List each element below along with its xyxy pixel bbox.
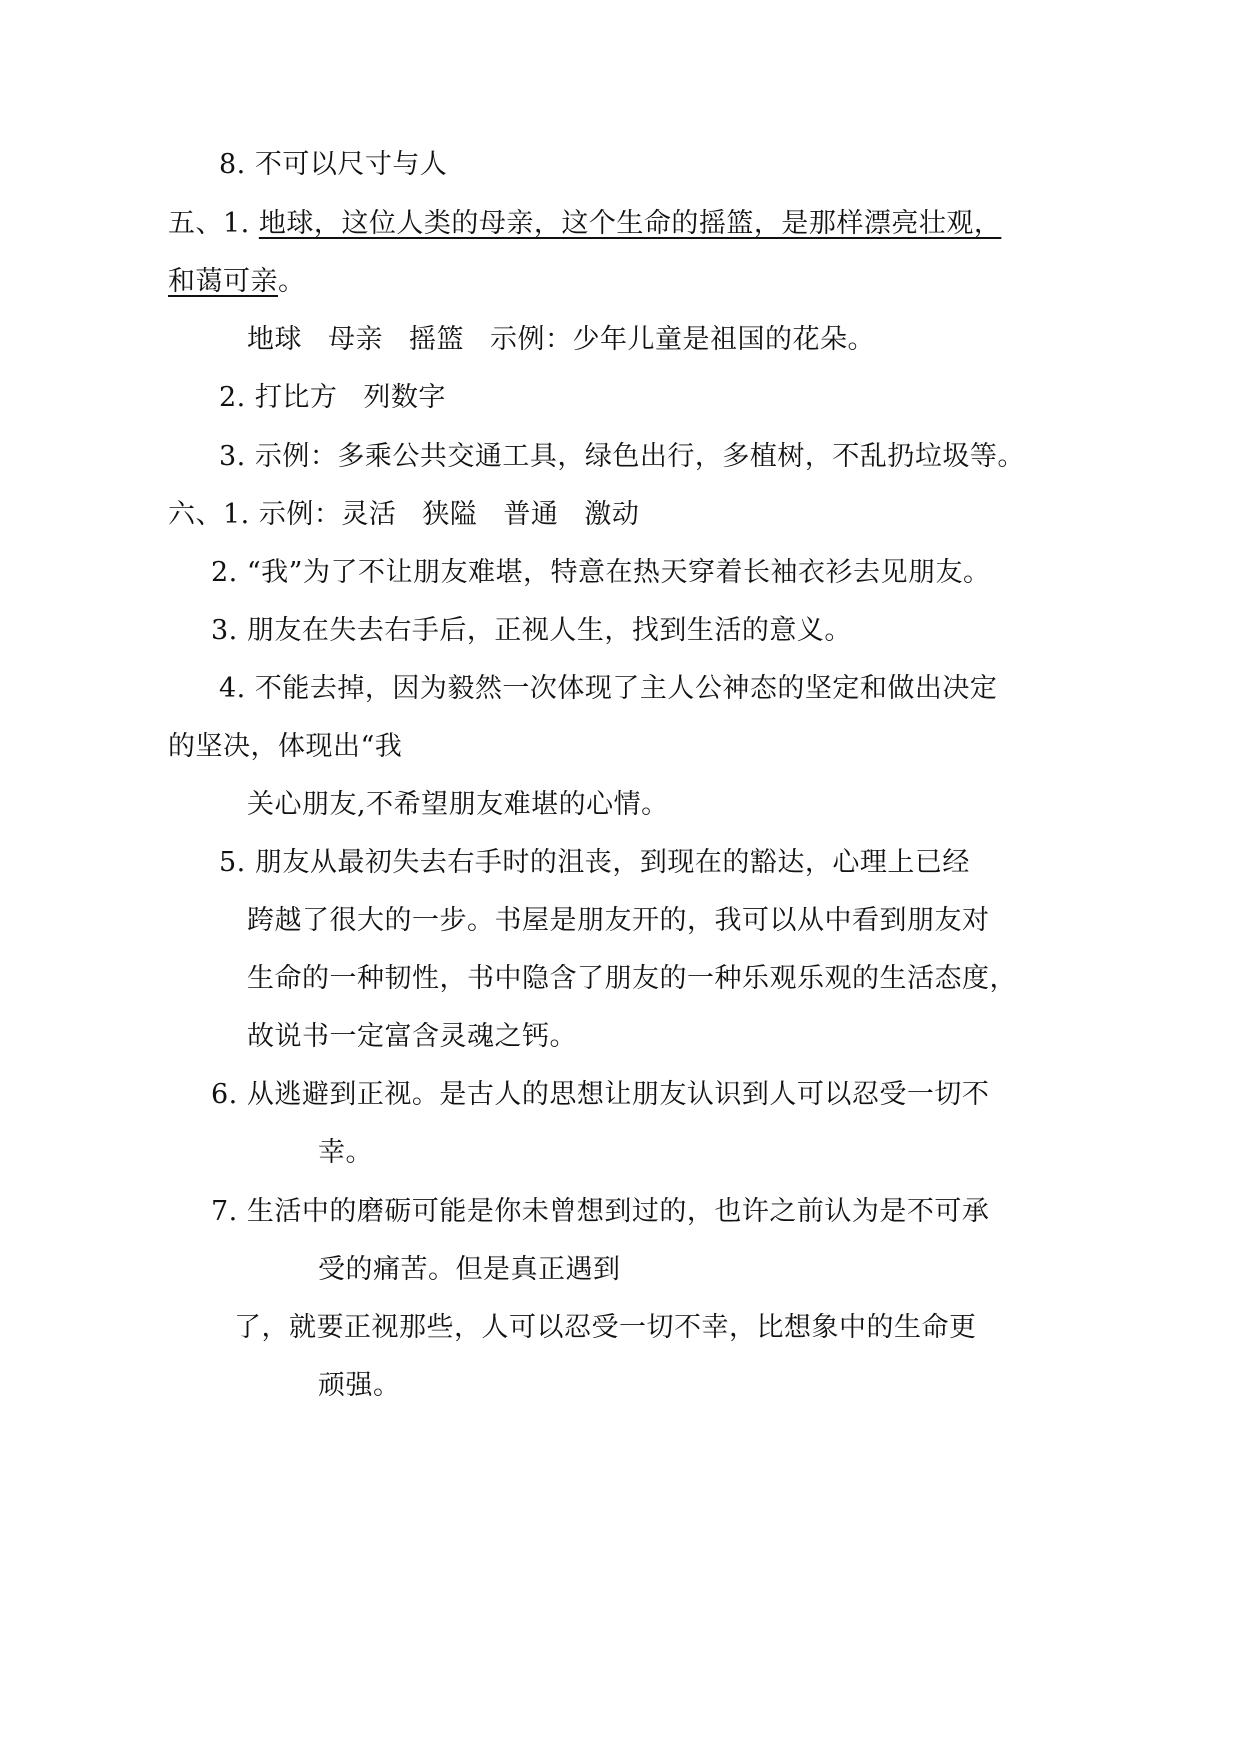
section-6-q5-line2: 跨越了很大的一步。书屋是朋友开的，我可以从中看到朋友对 (247, 905, 990, 936)
q1-part2: 狭隘 (422, 499, 478, 530)
word-1: 地球 (247, 324, 302, 355)
section-6-q4-line1: 4. 不能去掉，因为毅然一次体现了主人公神态的坚定和做出决定 (219, 673, 998, 704)
section-6-q6-line1: 6. 从逃避到正视。是古人的思想让朋友认识到人可以忍受一切不 (211, 1079, 990, 1110)
section-6-q4-line3: 关心朋友,不希望朋友难堪的心情。 (247, 789, 669, 820)
section-6-q7-line1: 7. 生活中的磨砺可能是你未曾想到过的，也许之前认为是不可承 (211, 1196, 990, 1227)
section-5-q3: 3. 示例：多乘公共交通工具，绿色出行，多植树，不乱扔垃圾等。 (219, 441, 1025, 472)
underlined-sentence-part2: 和蔼可亲 (168, 266, 278, 297)
section-6-q5-line3: 生命的一种韧性，书中隐含了朋友的一种乐观乐观的生活态度， (247, 963, 1017, 994)
q1-part4: 激动 (584, 499, 640, 530)
q1-part3: 普通 (503, 499, 559, 530)
sentence-end: 。 (278, 266, 306, 297)
section-5-words-line (247, 322, 875, 358)
q2-part2: 列数字 (363, 382, 446, 413)
answer-item-8: 8. 不可以尺寸与人 (219, 149, 448, 180)
underlined-sentence-part1: 地球，这位人类的母亲，这个生命的摇篮，是那样漂亮壮观， (258, 208, 1002, 239)
section-6-q7-line2: 受的痛苦。但是真正遇到 (318, 1254, 621, 1285)
section-6-q7-line4: 顽强。 (318, 1370, 401, 1401)
section-6-q7-line3: 了，就要正视那些，人可以忍受一切不幸，比想象中的生命更 (234, 1312, 977, 1343)
section-6-q5-line1: 5. 朋友从最初失去右手时的沮丧，到现在的豁达，心理上已经 (219, 847, 970, 878)
word-3: 摇篮 (409, 324, 464, 355)
section-6-q2: 2. “我”为了不让朋友难堪，特意在热天穿着长袖衣衫去见朋友。 (211, 557, 991, 588)
section-5-q1-line1 (168, 206, 1001, 242)
q2-part1: 2. 打比方 (219, 382, 338, 413)
section-6-q1 (168, 497, 639, 533)
section-6-q3: 3. 朋友在失去右手后，正视人生，找到生活的意义。 (211, 615, 852, 646)
section-5-q1-line2 (168, 264, 306, 300)
q1-part1: 六、1. 示例：灵活 (168, 499, 397, 530)
section-6-q6-line2: 幸。 (318, 1137, 373, 1168)
section-6-q5-line4: 故说书一定富含灵魂之钙。 (247, 1021, 577, 1052)
section-5-number: 五、1. (168, 208, 259, 239)
section-5-q2 (219, 380, 446, 416)
word-2: 母亲 (328, 324, 383, 355)
example-sentence: 示例：少年儿童是祖国的花朵。 (490, 324, 875, 355)
section-6-q4-line2: 的坚决，体现出“我 (168, 731, 403, 762)
